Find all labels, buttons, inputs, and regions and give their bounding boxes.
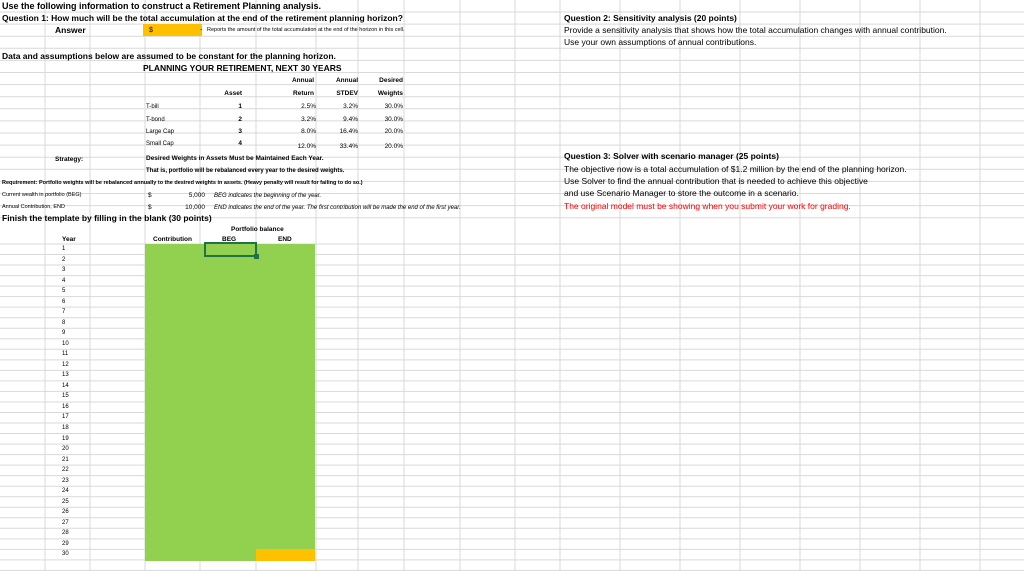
answer-label: Answer <box>55 25 86 35</box>
asset-return[interactable]: 3.2% <box>301 116 316 123</box>
year-cell: 25 <box>62 498 69 505</box>
asset-name: Small Cap <box>146 141 174 147</box>
annual-contribution-currency: $ <box>148 204 152 211</box>
year-cell: 2 <box>62 256 66 263</box>
fill-handle[interactable] <box>254 254 259 259</box>
head-annual-return-1: Annual <box>291 77 314 84</box>
year-cell: 15 <box>62 393 69 400</box>
planning-title: PLANNING YOUR RETIREMENT, NEXT 30 YEARS <box>143 63 342 73</box>
contribution-column-header: Contribution <box>153 236 192 243</box>
year-cell: 1 <box>62 246 66 252</box>
answer-dash: - <box>200 27 203 34</box>
current-wealth-value[interactable]: 5,000 <box>188 192 205 199</box>
asset-stdev[interactable]: 9.4% <box>343 116 358 123</box>
answer-currency[interactable]: $ <box>149 27 153 34</box>
year-cell: 29 <box>62 540 69 547</box>
template-fill-area <box>145 244 315 561</box>
asset-return[interactable]: 2.5% <box>301 103 316 110</box>
year-cell: 18 <box>62 425 69 431</box>
year-cell: 13 <box>62 372 69 379</box>
year-cell: 11 <box>62 351 69 358</box>
year-cell: 6 <box>62 298 66 305</box>
head-weights: Weights <box>377 90 403 97</box>
question-3-warning: The original model must be showing when you submit your work for grading. <box>564 201 851 211</box>
year-cell: 7 <box>62 309 66 316</box>
year-cell: 20 <box>62 446 69 453</box>
year-cell: 27 <box>62 519 69 526</box>
current-wealth-currency: $ <box>148 192 152 199</box>
asset-number: 2 <box>238 116 242 123</box>
year-cell: 24 <box>62 488 69 495</box>
template-title: Finish the template by filling in the blank (30 points) <box>2 213 212 223</box>
question-3-line3: and use Scenario Manager to store the outcome in a scenario. <box>564 188 799 198</box>
asset-name: T-bill <box>146 104 159 110</box>
current-wealth-label: Current wealth in portfolio (BEG) <box>2 192 82 198</box>
year-cell: 16 <box>62 403 69 410</box>
question-2-line1: Provide a sensitivity analysis that shows how the total accumulation changes with annual contribution. <box>564 25 947 35</box>
question-3-title: Question 3: Solver with scenario manager (25 points) <box>564 151 779 161</box>
question-2-line2: Use your own assumptions of annual contributions. <box>564 37 757 47</box>
beg-column-header: BEG <box>222 236 237 243</box>
head-return: Return <box>293 90 314 97</box>
year-cell: 3 <box>62 267 66 274</box>
asset-stdev[interactable]: 33.4% <box>339 143 358 150</box>
head-annual-stdev-1: Annual <box>335 77 358 84</box>
year-cell: 17 <box>62 414 69 421</box>
year-cell: 10 <box>62 340 69 347</box>
asset-name: Large Cap <box>146 129 175 135</box>
selected-cell-beg-year1[interactable] <box>204 242 257 257</box>
asset-stdev[interactable]: 3.2% <box>343 103 358 110</box>
data-assumptions-text: Data and assumptions below are assumed to be constant for the planning horizon. <box>2 51 336 61</box>
question-2-title: Question 2: Sensitivity analysis (20 points) <box>564 13 737 23</box>
annual-contribution-value[interactable]: 10,000 <box>185 204 205 211</box>
strategy-line2: That is, portfolio will be rebalanced every year to the desired weights. <box>146 168 345 174</box>
asset-weight[interactable]: 30.0% <box>384 116 403 123</box>
year-cell: 23 <box>62 477 69 484</box>
asset-return[interactable]: 8.0% <box>301 128 316 135</box>
asset-number: 3 <box>238 128 242 135</box>
year-cell: 26 <box>62 509 69 516</box>
year-cell: 5 <box>62 288 66 295</box>
year-cell: 30 <box>62 551 69 558</box>
year-cell: 12 <box>62 361 69 368</box>
annual-contribution-label: Annual Contribution, END <box>2 204 65 210</box>
end-column-header: END <box>278 236 292 243</box>
requirement-text: Requirement: Portfolio weights will be rebalanced annually to the desired weights in assets. (Heavy penalty will result for failing to do so.) <box>2 180 363 186</box>
asset-number: 1 <box>238 103 242 110</box>
asset-return[interactable]: 12.0% <box>297 143 316 150</box>
intro-text: Use the following information to construct a Retirement Planning analysis. <box>2 1 322 11</box>
strategy-label: Strategy: <box>55 156 84 163</box>
asset-weight[interactable]: 20.0% <box>384 143 403 150</box>
asset-name: T-bond <box>146 117 165 123</box>
year-cell: 21 <box>62 456 69 463</box>
asset-weight[interactable]: 20.0% <box>384 128 403 135</box>
question-3-line1: The objective now is a total accumulation of $1.2 million by the end of the planning horizon. <box>564 164 907 174</box>
asset-number: 4 <box>238 140 242 147</box>
annual-contribution-note: END indicates the end of the year. The first contribution will be made the end of the first year. <box>214 205 461 211</box>
year-cell: 28 <box>62 530 69 537</box>
year-cell: 22 <box>62 467 69 474</box>
question-1-text: Question 1: How much will be the total accumulation at the end of the retirement planning horizon? <box>2 13 403 23</box>
head-asset: Asset <box>224 90 242 97</box>
year-cell: 4 <box>62 277 66 284</box>
strategy-line1: Desired Weights in Assets Must be Maintained Each Year. <box>146 155 324 162</box>
head-desired: Desired <box>379 77 403 84</box>
answer-note: Reports the amount of the total accumulation at the end of the horizon in this cell. <box>207 27 405 33</box>
year-cell: 8 <box>62 319 66 326</box>
question-3-line2: Use Solver to find the annual contribution that is needed to achieve this objective <box>564 176 868 186</box>
year-cell: 19 <box>62 435 69 442</box>
asset-stdev[interactable]: 16.4% <box>339 128 358 135</box>
asset-weight[interactable]: 30.0% <box>384 103 403 110</box>
year-cell: 9 <box>62 330 66 337</box>
current-wealth-note: BEG indicates the beginning of the year. <box>214 193 322 199</box>
portfolio-balance-header: Portfolio balance <box>231 226 284 233</box>
year-column-header: Year <box>62 236 76 243</box>
year-cell: 14 <box>62 382 69 389</box>
head-stdev: STDEV <box>336 90 358 97</box>
final-end-cell-fill <box>256 549 315 561</box>
